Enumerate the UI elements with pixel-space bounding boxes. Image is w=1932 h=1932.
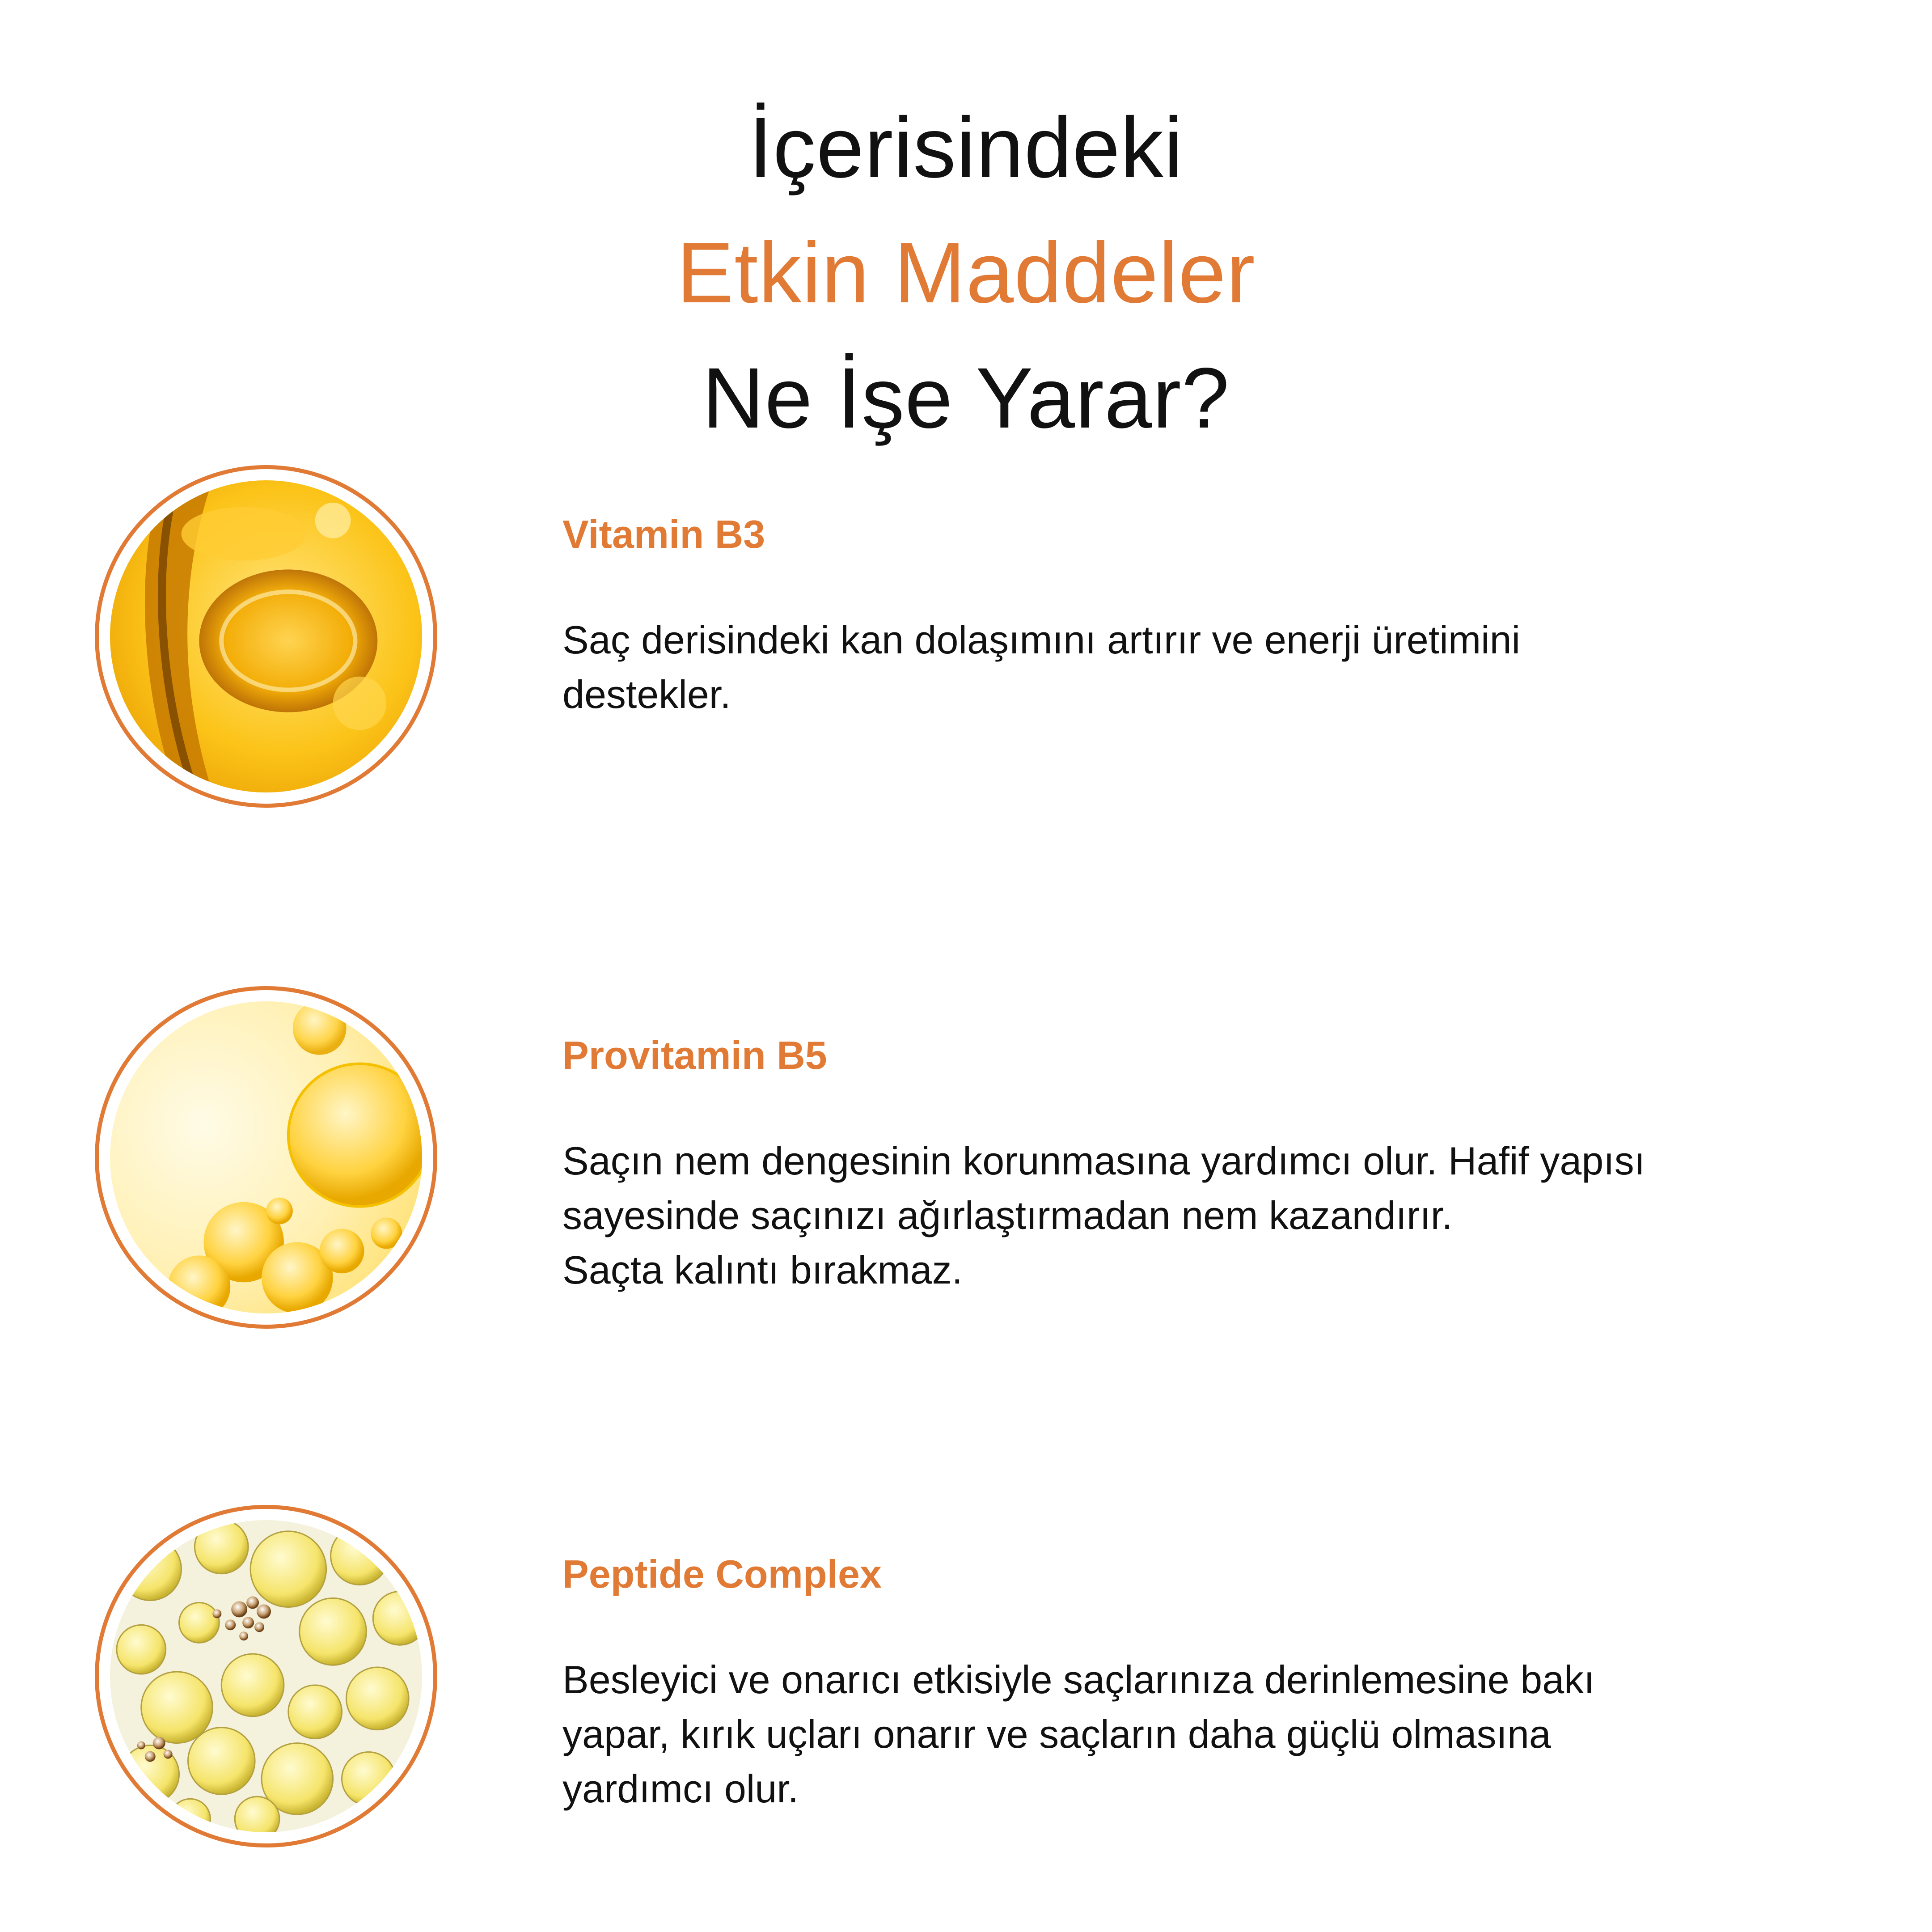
ingredient-item-provitamin-b5 — [0, 986, 1932, 1335]
description-line: sayesinde saçınızı ağırlaştırmadan nem kazandırır. — [562, 1193, 1453, 1237]
title-line-1: İçerisindeki — [748, 99, 1184, 195]
oil-swirl-image — [110, 480, 422, 792]
ingredient-text-provitamin-b5 — [562, 1031, 1859, 1297]
ingredient-name: Peptide Complex — [562, 1552, 882, 1596]
ingredient-name: Provitamin B5 — [562, 1033, 827, 1077]
description-line: yapar, kırık uçları onarır ve saçların daha güçlü olmasına — [562, 1712, 1551, 1756]
ingredient-item-peptide-complex — [0, 1505, 1932, 1854]
title-line-3: Ne İşe Yarar? — [702, 350, 1230, 446]
ingredient-image-provitamin-b5 — [95, 986, 437, 1329]
oil-bubbles-image — [110, 1001, 422, 1313]
description-line: yardımcı olur. — [562, 1767, 799, 1811]
ingredient-description — [562, 1652, 1859, 1816]
title-line-2: Etkin Maddeler — [676, 225, 1256, 321]
oil-droplets-image — [110, 1520, 422, 1832]
description-line: Saçın nem dengesinin korunmasına yardımcı olur. Hafif yapısı — [562, 1139, 1645, 1183]
ingredient-text-vitamin-b3 — [562, 510, 1859, 722]
ingredient-description — [562, 1134, 1859, 1297]
page-title — [0, 85, 1932, 461]
ingredient-text-peptide-complex — [562, 1550, 1859, 1816]
description-line: destekler. — [562, 672, 731, 716]
ingredient-image-vitamin-b3 — [95, 465, 437, 808]
ingredient-image-peptide-complex — [95, 1505, 437, 1847]
description-line: Saç derisindeki kan dolaşımını artırır ve enerji üretimini — [562, 618, 1521, 662]
description-line: Saçta kalıntı bırakmaz. — [562, 1248, 963, 1292]
ingredient-name: Vitamin B3 — [562, 512, 765, 556]
description-line: Besleyici ve onarıcı etkisiyle saçlarınıza derinlemesine bakı — [562, 1657, 1595, 1702]
ingredient-description — [562, 613, 1859, 722]
ingredient-item-vitamin-b3 — [0, 465, 1932, 814]
